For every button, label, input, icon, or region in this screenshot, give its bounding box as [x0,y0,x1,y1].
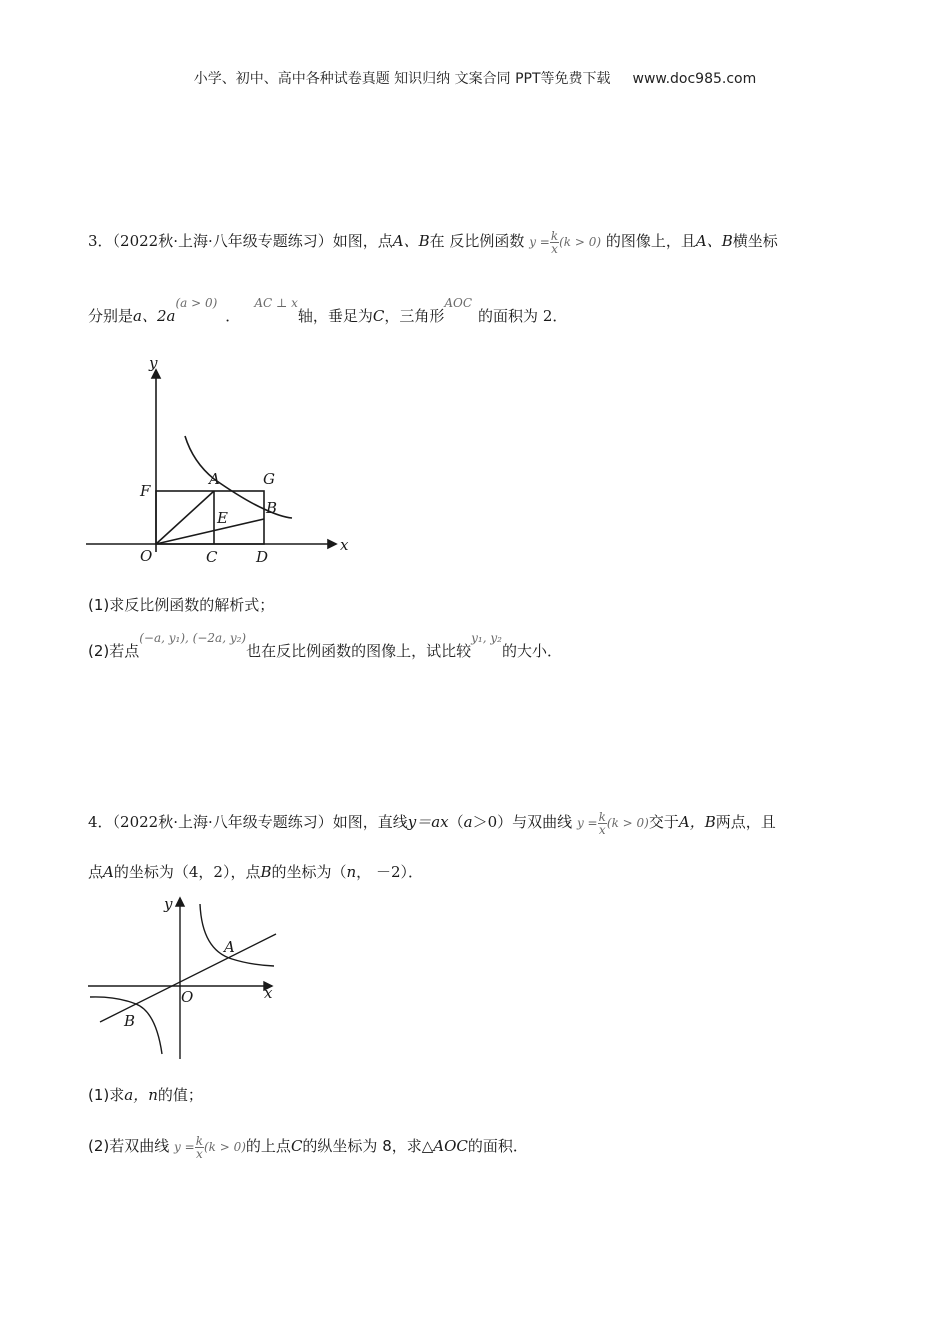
header-url[interactable]: www.doc985.com [632,71,757,87]
q3-line-ob [156,519,264,544]
q3-figure [86,352,356,570]
q4-function: y = $\frac{k}{x}$ (k > 0) [576,810,649,837]
header-text: 小学、初中、高中各种试卷真题 知识归纳 文案合同 PPT等免费下载 [193,71,611,87]
q4-line-cond: ＞0）与双曲线 [472,813,573,831]
page-header [0,68,950,88]
q3-cond: (a > 0) [175,296,218,310]
q4-label-b: B [124,1012,136,1030]
q3-perp: AC ⊥ x [254,296,298,310]
q4-sub1: (1)求a，n的值； [88,1086,203,1104]
q3-C: C [372,307,385,325]
q3-sub2-a: (2)若点 [88,642,140,660]
q3-sub2-b: 也在反比例函数的图像上，试比较 [246,642,472,660]
q3-line1 [88,230,778,255]
q4-y-arrow [176,898,184,906]
q3-x-arrow [328,540,336,548]
q3-line-oa [156,491,214,544]
q3-label-g: G [263,470,275,488]
q3-label-o: O [140,547,153,565]
q4-label-a: A [224,938,235,956]
q3-area-text: 的面积为 2． [478,307,568,325]
q4-hyperbola-q1 [200,904,274,966]
q4-line-y-ax [100,934,276,1022]
q3-label-c: C [206,548,218,566]
q3-points: A、B [392,232,430,250]
q3-label-e: E [217,509,228,527]
q3-in-text: 在 反比例函数 [429,232,525,250]
q3-ab: A、B [695,232,733,250]
q3-label-b: B [266,499,278,517]
q3-dot: ． [225,307,241,325]
q3-rect-fg [156,491,264,544]
q3-sub2-c: 的大小． [501,642,562,660]
q4-label-x: x [264,984,273,1002]
q4-line2: 点A的坐标为（4，2），点B的坐标为（n， －2）． [88,863,423,881]
q3-sub2-ys: y₁, y₂ [471,631,502,645]
q4-number: 4． [88,813,113,831]
q3-vals: a、2a [133,307,176,325]
q4-label-y: y [164,895,173,913]
q3-tri-text: ，三角形 [384,307,445,325]
q3-label-d: D [256,548,269,566]
q3-label-y: y [149,354,158,372]
q3-sub2-points: (−a, y₁), (−2a, y₂) [139,631,247,645]
q3-source: （2022秋·上海·八年级专题练习）如图，点 [112,232,393,250]
q3-sub1: (1)求反比例函数的解析式； [88,596,275,614]
q3-axis-text: 轴，垂足为 [297,307,373,325]
q3-number: 3． [88,232,113,250]
q4-line-eq: y＝ax [407,813,449,831]
q3-label-a: A [209,470,220,488]
q3-label-x: x [340,536,349,554]
q3-fenbie: 分别是 [88,307,134,325]
q4-label-o: O [181,988,194,1006]
q3-heng: 横坐标 [732,232,778,250]
q3-after-func: 的图像上，且 [605,232,696,250]
q4-figure [86,894,286,1064]
q4-line1: 4．（2022秋·上海·八年级专题练习）如图，直线y＝ax（a＞0）与双曲线 y = $\frac{k}{x}$ (k > 0)交于A，B两点，且 [88,810,776,837]
q4-source: （2022秋·上海·八年级专题练习）如图，直线 [112,813,408,831]
q3-sub2 [88,631,562,662]
q4-sub2-function: y = $\frac{k}{x}$ (k > 0) [174,1134,246,1161]
q3-function: y = $\frac{k}{x}$ (k > 0) [529,229,602,256]
q4-sub2: (2)若双曲线 y = $\frac{k}{x}$ (k > 0)的上点C的纵坐标为 8，求△AOC的面积． [88,1134,528,1161]
q3-tri: AOC [444,296,473,310]
q3-label-f: F [140,482,151,500]
